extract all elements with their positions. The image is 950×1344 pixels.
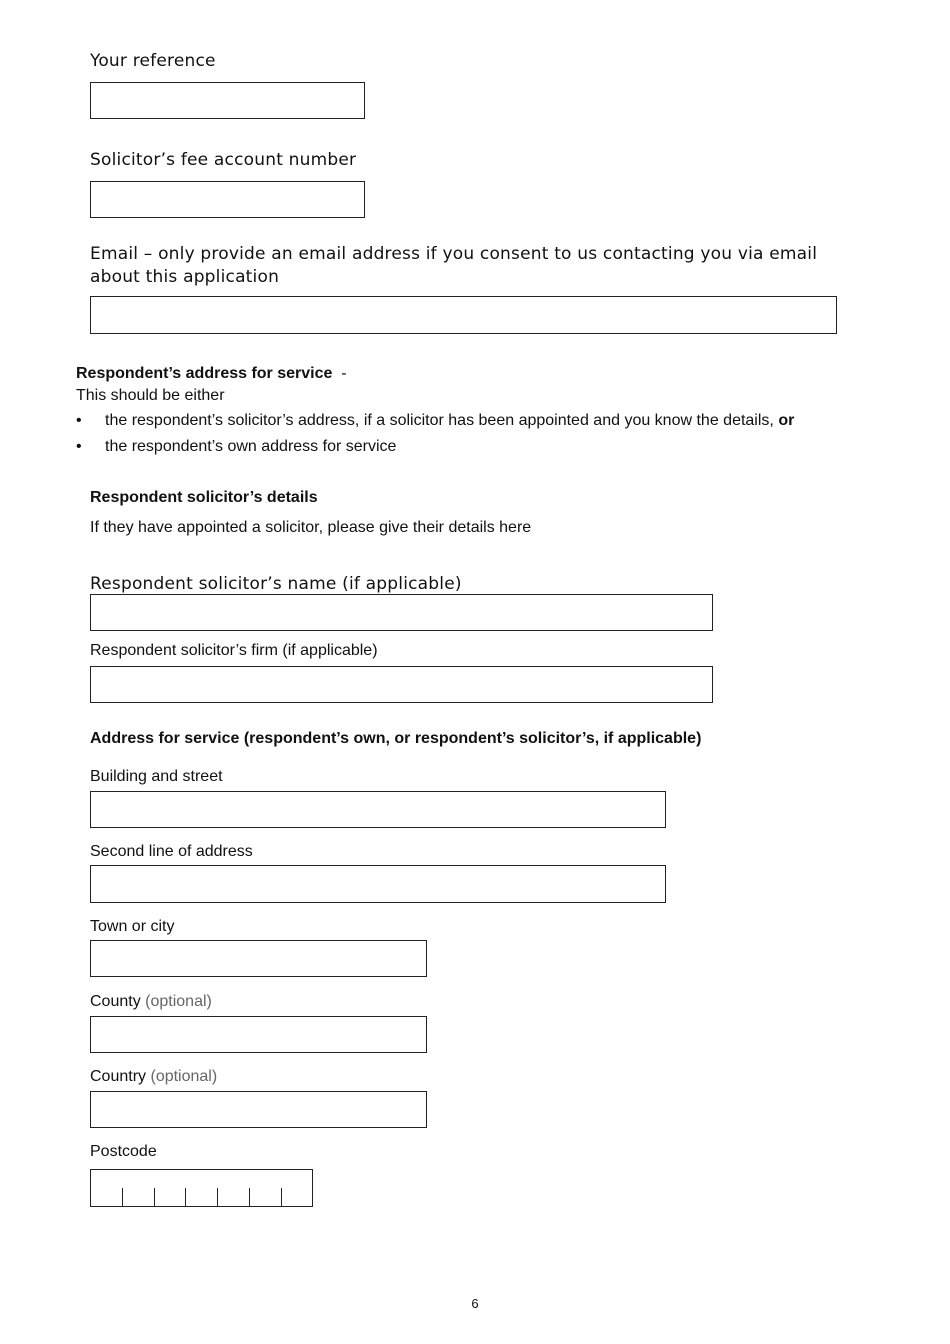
service-heading (76, 364, 347, 384)
your-reference-input[interactable] (90, 82, 365, 119)
solicitor-details-heading: Respondent solicitor’s details (90, 489, 318, 506)
second-line-label: Second line of address (90, 843, 253, 860)
postcode-input[interactable] (90, 1169, 313, 1207)
town-label: Town or city (90, 918, 175, 935)
address-heading: Address for service (respondent’s own, or respondent’s solicitor’s, if applicable) (90, 730, 702, 747)
second-line-input[interactable] (90, 865, 666, 903)
bullet-glyph: • (76, 412, 82, 429)
postcode-divider (281, 1188, 282, 1206)
email-input[interactable] (90, 296, 837, 334)
solicitor-firm-label: Respondent solicitor’s firm (if applicable) (90, 642, 378, 659)
bullet-item (76, 411, 794, 431)
postcode-divider (122, 1188, 123, 1206)
bullet-glyph: • (76, 438, 82, 455)
country-input[interactable] (90, 1091, 427, 1128)
fee-account-input[interactable] (90, 181, 365, 218)
fee-account-label: Solicitor’s fee account number (90, 150, 357, 170)
postcode-divider (185, 1188, 186, 1206)
country-optional: (optional) (150, 1068, 218, 1085)
solicitor-firm-input[interactable] (90, 666, 713, 703)
bullet-suffix: or (778, 412, 795, 429)
postcode-divider (249, 1188, 250, 1206)
postcode-divider (217, 1188, 218, 1206)
your-reference-label: Your reference (90, 51, 216, 71)
country-label (90, 1067, 217, 1087)
solicitor-name-label: Respondent solicitor’s name (if applicable) (90, 574, 462, 594)
service-heading-text: Respondent’s address for service (76, 365, 333, 382)
bullet-text: the respondent’s own address for service (105, 438, 397, 455)
town-input[interactable] (90, 940, 427, 977)
email-label: Email – only provide an email address if you consent to us contacting you via email about this application (90, 244, 818, 287)
bullet-item (76, 437, 396, 457)
building-label: Building and street (90, 768, 223, 785)
country-label-text: Country (90, 1068, 147, 1085)
solicitor-name-input[interactable] (90, 594, 713, 631)
bullet-text: the respondent’s solicitor’s address, if a solicitor has been appointed and you know the details, (105, 412, 774, 429)
county-label (90, 992, 212, 1012)
county-label-text: County (90, 993, 141, 1010)
building-input[interactable] (90, 791, 666, 828)
solicitor-details-intro: If they have appointed a solicitor, please give their details here (90, 519, 532, 536)
service-heading-dash: - (341, 365, 347, 382)
service-intro: This should be either (76, 387, 225, 404)
postcode-label: Postcode (90, 1143, 157, 1160)
county-input[interactable] (90, 1016, 427, 1053)
county-optional: (optional) (145, 993, 212, 1010)
postcode-divider (154, 1188, 155, 1206)
page-number: 6 (471, 1296, 479, 1311)
